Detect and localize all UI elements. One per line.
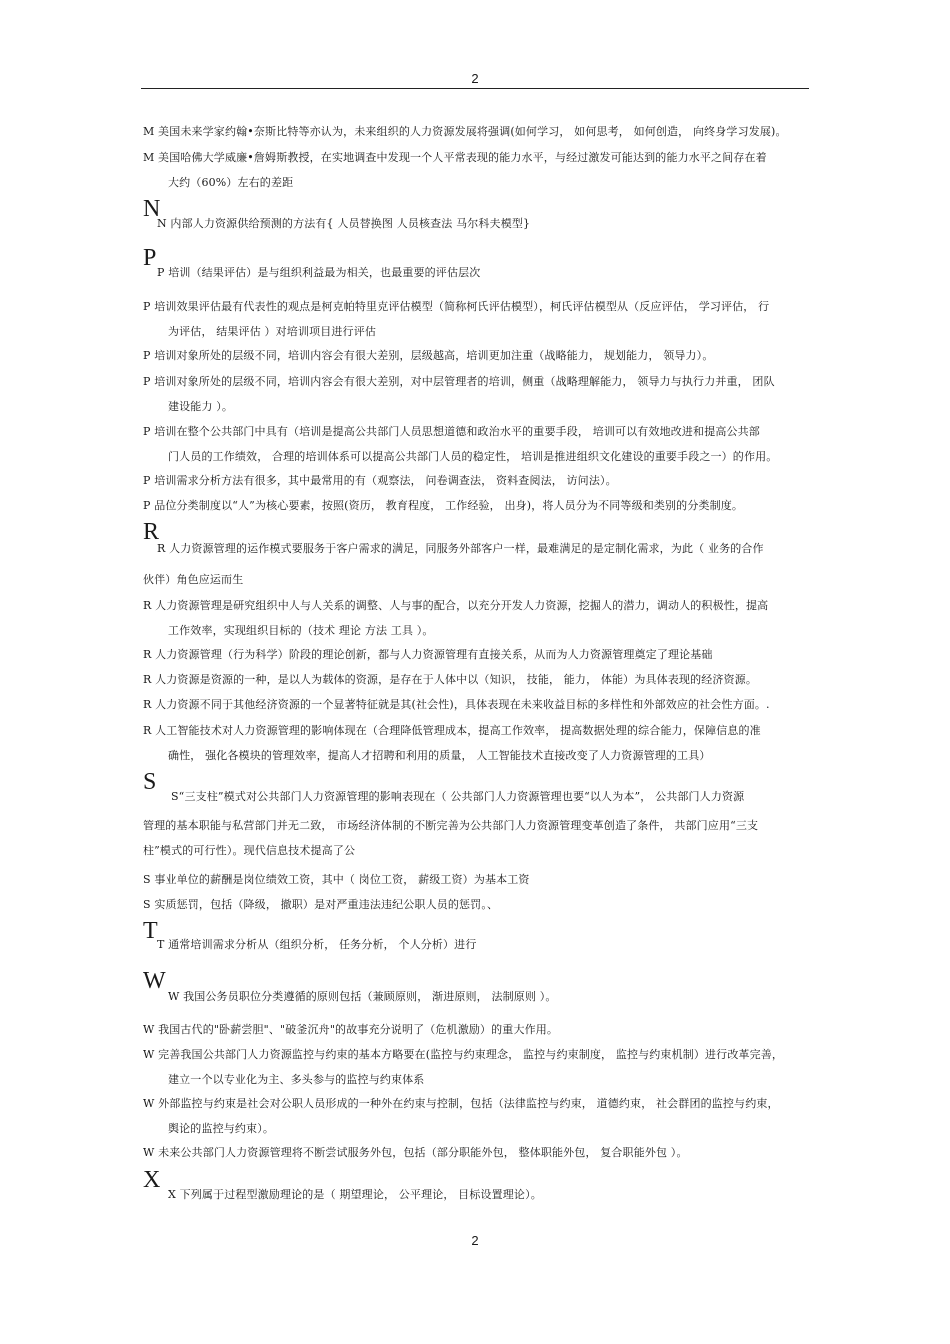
entry-line: R 人力资源是资源的一种，是以人为载体的资源，是存在于人体中以（知识， 技能， 能力， 体能）为具体表现的经济资源。 <box>143 673 757 686</box>
entry-line: N 内部人力资源供给预测的方法有{ 人员替换图 人员核查法 马尔科夫模型} <box>157 217 531 230</box>
entry-line: R 人力资源不同于其他经济资源的一个显著特征就是其(社会性)，具体表现在未来收益目标的多样性和外部效应的社会性方面。. <box>143 698 770 711</box>
section-letter-t: T <box>143 918 158 944</box>
entry-line-cont: 为评估， 结果评估 ）对培训项目进行评估 <box>168 325 376 338</box>
entry-line: R 人力资源管理的运作模式要服务于客户需求的满足，同服务外部客户一样，最难满足的是定制化需求，为此（ 业务的合作 <box>157 542 764 555</box>
page-number-top: 2 <box>471 71 479 86</box>
entry-line-cont: 门人员的工作绩效， 合理的培训体系可以提高公共部门人员的稳定性， 培训是推进组织文化建设的重要手段之一）的作用。 <box>168 450 778 463</box>
header-rule <box>141 88 809 89</box>
entry-line-cont: 建立一个以专业化为主、多头参与的监控与约束体系 <box>168 1073 425 1086</box>
entry-line-cont: 工作效率，实现组织目标的（技术 理论 方法 工具 ）。 <box>168 624 434 637</box>
entry-line: W 我国公务员职位分类遵循的原则包括（兼顾原则， 渐进原则， 法制原则 ）。 <box>168 990 557 1003</box>
entry-line: T 通常培训需求分析从（组织分析， 任务分析， 个人分析）进行 <box>157 938 477 951</box>
entry-w-5 <box>143 1140 809 1165</box>
entry-line: P 培训对象所处的层级不同，培训内容会有很大差别，对中层管理者的培训，侧重（战略理解能力， 领导力与执行力并重， 团队 <box>143 375 775 388</box>
entry-line: X 下列属于过程型激励理论的是（ 期望理论， 公平理论， 目标设置理论）。 <box>168 1188 542 1201</box>
entry-r-1 <box>143 536 809 592</box>
entry-line: S“三支柱”模式对公共部门人力资源管理的影响表现在（ 公共部门人力资源管理也要“以人为本”， 公共部门人力资源 <box>171 790 745 803</box>
entry-r-3 <box>143 642 809 667</box>
entry-line: S 实质惩罚，包括（降级， 撤职）是对严重违法违纪公职人员的惩罚。、 <box>143 898 499 911</box>
entry-line: R 人力资源管理（行为科学）阶段的理论创新，都与人力资源管理有直接关系，从而为人力资源管理奠定了理论基础 <box>143 648 713 661</box>
entry-p-5 <box>143 419 809 469</box>
entry-line-cont: 伙伴）角色应运而生 <box>143 573 244 586</box>
entry-line: W 未来公共部门人力资源管理将不断尝试服务外包，包括（部分职能外包， 整体职能外包， 复合职能外包 ）。 <box>143 1146 688 1159</box>
entry-line: P 品位分类制度以“人”为核心要素，按照(资历， 教育程度， 工作经验， 出身)，将人员分为不同等级和类别的分类制度。 <box>143 499 744 512</box>
section-letter-x: X <box>143 1167 161 1193</box>
entry-p-3 <box>143 343 809 368</box>
entry-p-6 <box>143 468 809 493</box>
entry-line: P 培训对象所处的层级不同，培训内容会有很大差别，层级越高，培训更加注重（战略能力， 规划能力， 领导力）。 <box>143 349 714 362</box>
entry-r-5 <box>143 692 809 717</box>
entry-s-3 <box>143 892 809 917</box>
entry-n-1 <box>157 211 809 236</box>
entry-line: W 我国古代的"卧薪尝胆"、"破釜沉舟"的故事充分说明了（危机激励）的重大作用。 <box>143 1023 559 1036</box>
section-letter-n: N <box>143 196 161 222</box>
entry-w-3 <box>143 1042 809 1092</box>
entry-line: M 美国未来学家约翰•奈斯比特等亦认为，未来组织的人力资源发展将强调(如何学习， 如何思考， 如何创造， 向终身学习发展)。 <box>143 125 787 138</box>
entry-line: R 人力资源管理是研究组织中人与人关系的调整、人与事的配合，以充分开发人力资源，挖掘人的潜力，调动人的积极性，提高 <box>143 599 769 612</box>
entry-line-cont: 建设能力 ）。 <box>168 400 234 413</box>
section-letter-r: R <box>143 519 160 545</box>
entry-line-cont: 确性， 强化各模块的管理效率，提高人才招聘和利用的质量， 人工智能技术直接改变了人力资源管理的工具） <box>168 749 711 762</box>
entry-line-cont: 舆论的监控与约束）。 <box>168 1122 274 1135</box>
entry-x-1 <box>143 1182 809 1207</box>
entry-line: M 美国哈佛大学威廉•詹姆斯教授，在实地调查中发现一个人平常表现的能力水平，与经过激发可能达到的能力水平之间存在着 <box>143 151 767 164</box>
entry-line-cont: 柱”模式的可行性）。现代信息技术提高了公 <box>143 844 356 857</box>
entry-r-6 <box>143 718 809 768</box>
entry-p-1 <box>157 260 809 285</box>
entry-line: S 事业单位的薪酬是岗位绩效工资，其中（ 岗位工资， 薪级工资）为基本工资 <box>143 873 530 886</box>
entry-line: P 培训需求分析方法有很多，其中最常用的有（观察法， 问卷调查法， 资料查阅法， 访问法）。 <box>143 474 617 487</box>
entry-w-4 <box>143 1091 809 1141</box>
entry-line: P 培训（结果评估）是与组织利益最为相关，也最重要的评估层次 <box>157 266 481 279</box>
entry-p-7 <box>143 493 809 518</box>
entry-s-2 <box>143 867 809 892</box>
section-letter-w: W <box>143 968 166 994</box>
section-letter-s: S <box>143 769 157 795</box>
entry-line-cont: 大约（60%）左右的差距 <box>168 176 294 189</box>
entry-p-2 <box>143 294 809 344</box>
entry-m-2 <box>143 145 809 195</box>
entry-r-2 <box>143 593 809 643</box>
entry-line: R 人工智能技术对人力资源管理的影响体现在（合理降低管理成本，提高工作效率， 提高数据处理的综合能力，保障信息的准 <box>143 724 761 737</box>
page-number-bottom: 2 <box>471 1233 479 1248</box>
entry-line-cont: 管理的基本职能与私营部门并无二致， 市场经济体制的不断完善为公共部门人力资源管理变革创造了条件， 共部门应用“三支 <box>143 819 759 832</box>
entry-line: P 培训在整个公共部门中具有（培训是提高公共部门人员思想道德和政治水平的重要手段， 培训可以有效地改进和提高公共部 <box>143 425 760 438</box>
entry-w-2 <box>143 1017 809 1042</box>
entry-m-1 <box>143 119 809 144</box>
section-letter-p: P <box>143 245 157 271</box>
entry-w-1 <box>143 984 809 1009</box>
entry-r-4 <box>143 667 809 692</box>
entry-line: P 培训效果评估最有代表性的观点是柯克帕特里克评估模型（简称柯氏评估模型），柯氏评估模型从（反应评估， 学习评估， 行 <box>143 300 770 313</box>
entry-line: W 外部监控与约束是社会对公职人员形成的一种外在约束与控制，包括（法律监控与约束， 道德约束， 社会群团的监控与约束， <box>143 1097 779 1110</box>
entry-p-4 <box>143 369 809 419</box>
entry-line: W 完善我国公共部门人力资源监控与约束的基本方略要在(监控与约束理念， 监控与约束制度， 监控与约束机制）进行改革完善， <box>143 1048 784 1061</box>
entry-s-1 <box>143 784 809 863</box>
entry-t-1 <box>157 932 809 957</box>
